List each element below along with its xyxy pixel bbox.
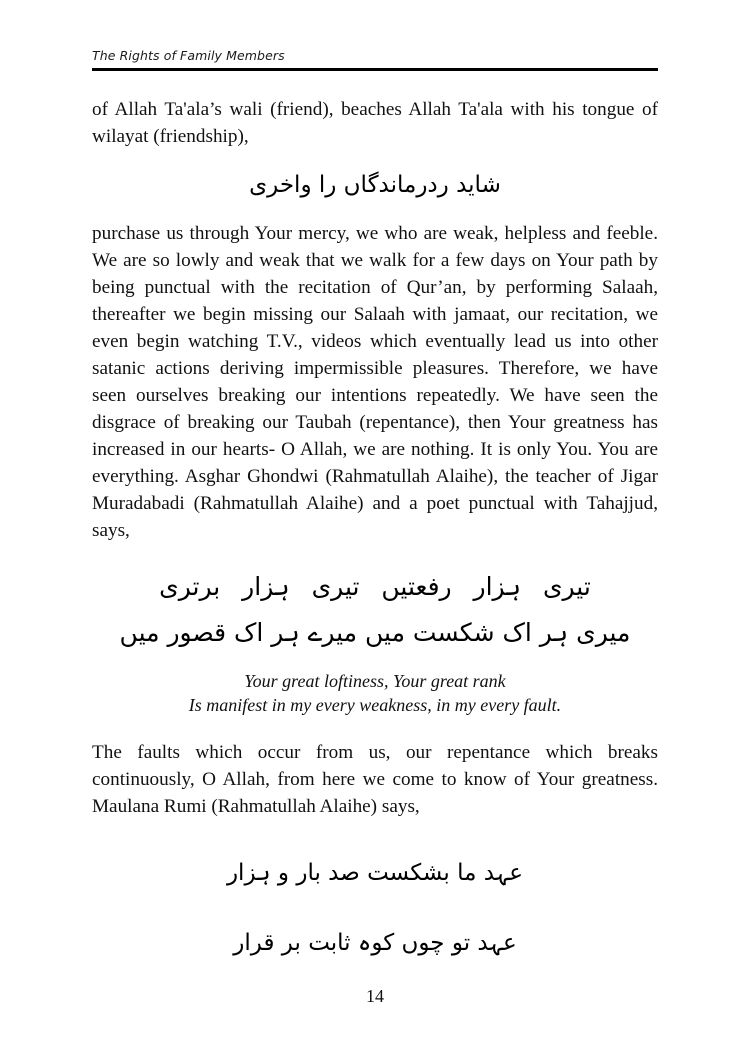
spacer [92, 544, 658, 566]
spacer [92, 655, 658, 669]
paragraph-continuation: of Allah Ta'ala’s wali (friend), beaches Allah Ta'ala with his tongue of wilayat (friendship), [92, 99, 658, 147]
running-header-title: The Rights of Family Members [92, 48, 285, 63]
spacer [92, 820, 658, 850]
spacer [92, 206, 658, 220]
urdu-couplet-line-1: تیری ہزار رفعتیں تیری ہزار برتری [159, 571, 591, 601]
spacer [92, 717, 658, 739]
urdu-couplet-line-2: میری ہر اک شکست میں میرے ہر اک قصور میں [119, 618, 631, 648]
paragraph-main: purchase us through Your mercy, we who are weak, helpless and feeble. We are so lowly and weak that we walk for a few days on Your path by being punctual with the recitation of Qur’an, by performing Salaah, thereafter we begin missing our Salaah with jamaat, our recitation, we even begin watching T.V., videos which eventually lead us into other satanic actions deriving impermissible pleasures. Therefore, we have seen ourselves breaking our intentions repeatedly. We have seen the disgrace of breaking our Taubah (repentance), then Your greatness has increased in our hearts- O Allah, we are nothing. It is only You. You are everything. Asghar Ghondwi (Rahmatullah Alaihe), the teacher of Jigar Muradabadi (Rahmatullah Alaihe) and a poet punctual with Tahajjud, says, [92, 222, 658, 541]
urdu-rumi-line-2: عہد تو چوں کوہ ثابت بر قرار [233, 929, 517, 956]
paragraph-closing: The faults which occur from us, our repentance which breaks continuously, O Allah, from here we come to know of Your greatness. Maulana Rumi (Rahmatullah Alaihe) says, [92, 742, 658, 818]
couplet-translation [92, 669, 658, 717]
header-divider-rule [92, 68, 658, 71]
translation-line-1: Your great loftiness, Your great rank [244, 671, 506, 692]
urdu-rumi-line-1: عہد ما بشکست صد بار و ہزار [226, 860, 524, 887]
page-body [92, 96, 658, 967]
spacer [92, 150, 658, 164]
page-number: 14 [366, 986, 384, 1006]
urdu-quote-line: شاید ردرماندگاں را واخری [249, 172, 501, 198]
spacer [92, 898, 658, 920]
running-header [92, 48, 658, 71]
translation-line-2: Is manifest in my every weakness, in my every fault. [188, 695, 562, 716]
